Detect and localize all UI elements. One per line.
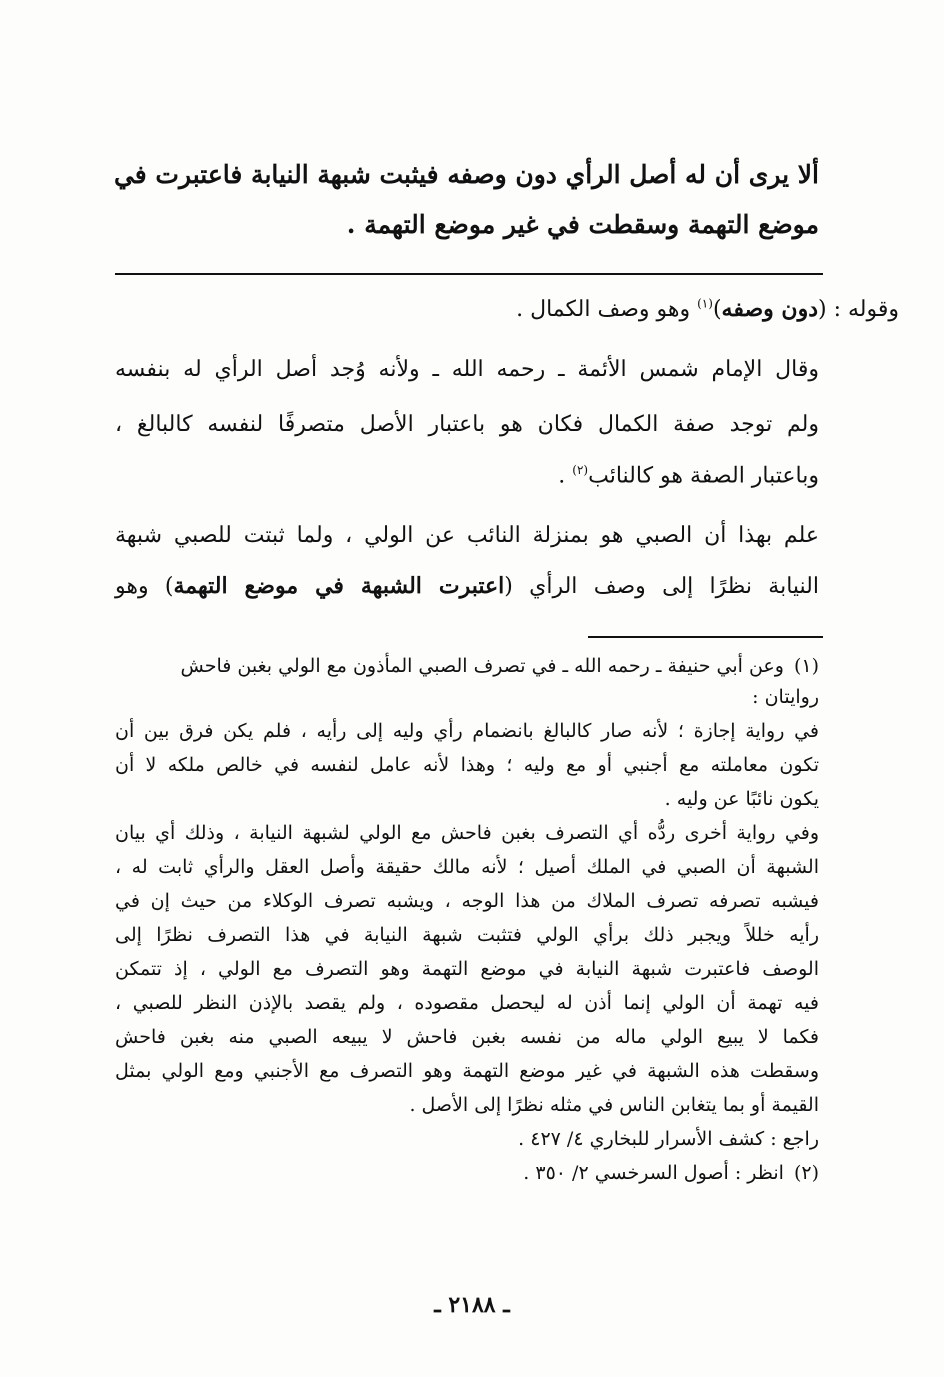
footnote-ref-2: (٢) (572, 463, 589, 477)
footnote-2-line-1 (523, 1162, 819, 1184)
sharh-p3-line-2-prefix: النيابة نظرًا إلى وصف الرأي ( (504, 574, 819, 599)
sharh-p2-line-3-text: وباعتبار الصفة هو كالنائب (588, 463, 819, 489)
footnote-1-line-11: فيه تهمة أن الولي إنما أذن له ليحصل مقصوده ، ولم يقصد بالإذن النظر للصبي ، (115, 992, 819, 1014)
sharh-p2-line-1: وقال الإمام شمس الأئمة ـ رحمه الله ـ ولأنه وُجد أصل الرأي له بنفسه (115, 357, 819, 382)
footnote-1-line-2: روايتان : (752, 686, 819, 708)
sharh-p1-line-1 (516, 296, 899, 322)
sharh-p3-line-2-suffix: ) وهو (115, 574, 174, 599)
footnote-1-number: (١) (793, 655, 819, 677)
sharh-p2-line-3-end: . (558, 463, 573, 489)
footnote-1-line-12: فكما لا يبيع الولي ماله من نفسه بغبن فاحش لا يبيعه الصبي منه بغبن فاحش (115, 1026, 819, 1048)
footnote-1-line-9: رأيه خللاً ويجبر ذلك برأي الولي فتثبت شبهة النيابة في هذا التصرف نظرًا إلى (115, 924, 819, 946)
sharh-p1-quote: دون وصفه (721, 296, 818, 322)
matn-line-1: ألا يرى أن له أصل الرأي دون وصفه فيثبت شبهة النيابة فاعتبرت في (113, 160, 819, 189)
page-number: ـ ٢١٨٨ ـ (434, 1292, 510, 1318)
sharh-p1-rest: وهو وصف الكمال . (516, 297, 698, 322)
sharh-p1-prefix: وقوله : ( (818, 297, 899, 322)
footnote-1-line-6: وفي رواية أخرى ردُّه أي التصرف بغبن فاحش مع الولي لشبهة النيابة ، وذلك أي بيان (115, 822, 819, 844)
footnote-1-line-14: القيمة أو بما يتغابن الناس في مثله نظرًا إلى الأصل . (409, 1094, 819, 1116)
footnote-1-line-7: الشبهة أن الصبي في الملك أصيل ؛ لأنه مالك حقيقة وأصل العقل والرأي ثابت له ، (115, 856, 819, 878)
footnote-1-line-4: تكون معاملته مع أجنبي أو مع وليه ؛ وهذا لأنه عامل لنفسه في خالص ملكه لا أن (115, 754, 819, 776)
footnote-1-line-13: وسقطت هذه الشبهة في غير موضع التهمة وهو التصرف مع الأجنبي ومع الولي بمثل (115, 1060, 819, 1082)
footnote-2-text: انظر : أصول السرخسي ٢/ ٣٥٠ . (523, 1162, 784, 1184)
footnote-1-line-10: الوصف فاعتبرت شبهة النيابة في موضع التهمة وهو التصرف مع الولي ، إذ تتمكن (115, 958, 819, 980)
footnote-1-line-3: في رواية إجازة ؛ لأنه صار كالبالغ بانضمام رأي وليه إلى رأيه ، فلم يكن فرق بين أن (115, 720, 819, 742)
footnote-separator-rule (588, 636, 823, 638)
sharh-p1-close: ) (712, 297, 722, 322)
footnote-1-text-1: وعن أبي حنيفة ـ رحمه الله ـ في تصرف الصبي المأذون مع الولي بغبن فاحش (180, 655, 784, 677)
sharh-p3-line-2-quote: اعتبرت الشبهة في موضع التهمة (173, 573, 505, 599)
sharh-p3-line-1: علم بهذا أن الصبي هو بمنزلة النائب عن الولي ، ولما ثبتت للصبي شبهة (115, 523, 819, 548)
sharh-p2-line-2: ولم توجد صفة الكمال فكان هو باعتبار الأصل متصرفًا لنفسه كالبالغ ، (115, 412, 819, 437)
footnote-2-number: (٢) (793, 1162, 819, 1184)
matn-line-2: موضع التهمة وسقطت في غير موضع التهمة . (346, 210, 819, 239)
footnote-1-line-5: يكون نائبًا عن وليه . (664, 788, 819, 810)
footnote-1-line-15: راجع : كشف الأسرار للبخاري ٤/ ٤٢٧ . (518, 1128, 819, 1150)
footnote-1-line-1 (181, 655, 819, 677)
sharh-p3-line-2 (115, 573, 819, 599)
footnote-1-line-8: فيشبه تصرفه تصرف الملاك من هذا الوجه ، ويشبه تصرف الوكلاء من حيث إن في (115, 890, 819, 912)
matn-separator-rule (115, 273, 823, 275)
sharh-p2-line-3 (558, 463, 819, 488)
footnote-ref-1: (١) (697, 296, 713, 311)
